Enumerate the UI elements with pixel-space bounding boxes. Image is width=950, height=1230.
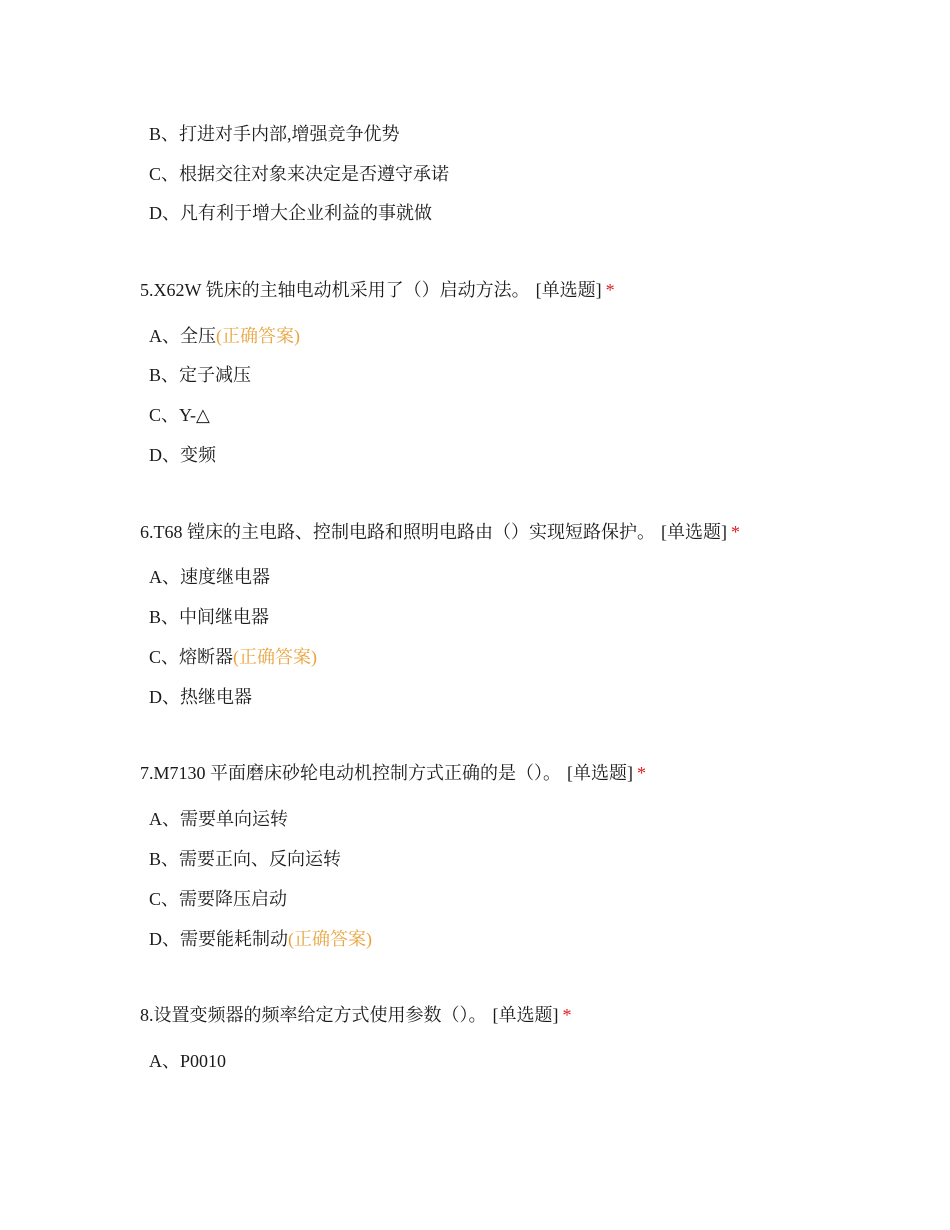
option-separator: 、	[161, 647, 180, 667]
option-q4-b	[149, 122, 400, 146]
option-q5-c	[149, 403, 210, 427]
option-q4-c	[149, 162, 449, 186]
required-marker: *	[731, 522, 740, 542]
question-8-title	[140, 1003, 572, 1027]
option-text: 需要单向运转	[180, 809, 288, 829]
option-text: 需要降压启动	[179, 889, 288, 909]
option-letter: C	[149, 647, 162, 667]
option-letter: B	[149, 849, 162, 869]
option-letter: D	[149, 203, 162, 223]
correct-answer-label: (正确答案)	[233, 647, 318, 667]
option-letter: C	[149, 405, 162, 425]
option-text: 全压	[180, 326, 216, 346]
option-letter: C	[149, 889, 162, 909]
question-text: 7.M7130 平面磨床砂轮电动机控制方式正确的是（）。	[140, 763, 562, 783]
question-text: 5.X62W 铣床的主轴电动机采用了（）启动方法。	[140, 280, 530, 300]
option-text: Y-△	[179, 405, 210, 425]
option-separator: 、	[161, 889, 180, 909]
option-separator: 、	[162, 567, 180, 587]
option-separator: 、	[161, 124, 180, 144]
required-marker: *	[605, 280, 615, 300]
option-letter: D	[149, 445, 162, 465]
question-text: 8.设置变频器的频率给定方式使用参数（）。	[140, 1005, 487, 1025]
option-separator: 、	[162, 687, 180, 707]
option-text: 定子减压	[179, 365, 252, 385]
option-text: 需要正向、反向运转	[179, 849, 342, 869]
option-text: 根据交往对象来决定是否遵守承诺	[179, 164, 450, 184]
option-separator: 、	[161, 365, 180, 385]
option-letter: D	[149, 929, 162, 949]
option-letter: B	[149, 365, 162, 385]
option-separator: 、	[161, 164, 180, 184]
option-q4-d	[149, 201, 432, 225]
option-separator: 、	[161, 607, 180, 627]
option-letter: A	[149, 326, 162, 346]
option-separator: 、	[161, 405, 180, 425]
option-q5-d	[149, 443, 216, 467]
option-text: 变频	[180, 445, 216, 465]
option-letter: A	[149, 567, 162, 587]
correct-answer-label: (正确答案)	[216, 326, 300, 346]
option-text: 速度继电器	[180, 567, 270, 587]
option-separator: 、	[162, 445, 180, 465]
option-text: 热继电器	[180, 687, 252, 707]
option-letter: D	[149, 687, 162, 707]
required-marker: *	[562, 1005, 572, 1025]
question-5-title	[140, 278, 615, 302]
option-q6-c	[149, 645, 317, 669]
option-q6-a	[149, 565, 270, 589]
option-separator: 、	[162, 203, 180, 223]
option-q7-a	[149, 807, 288, 831]
question-type-tag: [单选题]	[535, 280, 602, 300]
option-separator: 、	[162, 1051, 180, 1071]
option-text: 熔断器	[179, 647, 234, 667]
question-6-title	[140, 520, 740, 544]
option-separator: 、	[162, 809, 180, 829]
option-separator: 、	[162, 929, 180, 949]
question-type-tag: [单选题]	[492, 1005, 559, 1025]
option-letter: A	[149, 809, 162, 829]
option-letter: B	[149, 607, 162, 627]
option-q6-b	[149, 605, 269, 629]
option-letter: C	[149, 164, 162, 184]
option-text: 打进对手内部,增强竞争优势	[179, 124, 400, 144]
option-q5-a	[149, 324, 300, 348]
option-q8-a	[149, 1049, 226, 1073]
correct-answer-label: (正确答案)	[288, 929, 372, 949]
option-text: 需要能耗制动	[180, 929, 288, 949]
option-q5-b	[149, 363, 251, 387]
required-marker: *	[637, 763, 647, 783]
option-letter: A	[149, 1051, 162, 1071]
question-type-tag: [单选题]	[567, 763, 634, 783]
option-text: P0010	[180, 1051, 227, 1071]
option-text: 中间继电器	[179, 607, 270, 627]
option-text: 凡有利于增大企业利益的事就做	[180, 203, 432, 223]
option-q7-d	[149, 927, 372, 951]
option-letter: B	[149, 124, 162, 144]
option-q7-c	[149, 887, 287, 911]
question-text: 6.T68 镗床的主电路、控制电路和照明电路由（）实现短路保护。	[140, 522, 655, 542]
option-q6-d	[149, 685, 252, 709]
option-separator: 、	[161, 849, 180, 869]
question-7-title	[140, 761, 646, 785]
question-type-tag: [单选题]	[661, 522, 727, 542]
option-q7-b	[149, 847, 341, 871]
option-separator: 、	[162, 326, 180, 346]
